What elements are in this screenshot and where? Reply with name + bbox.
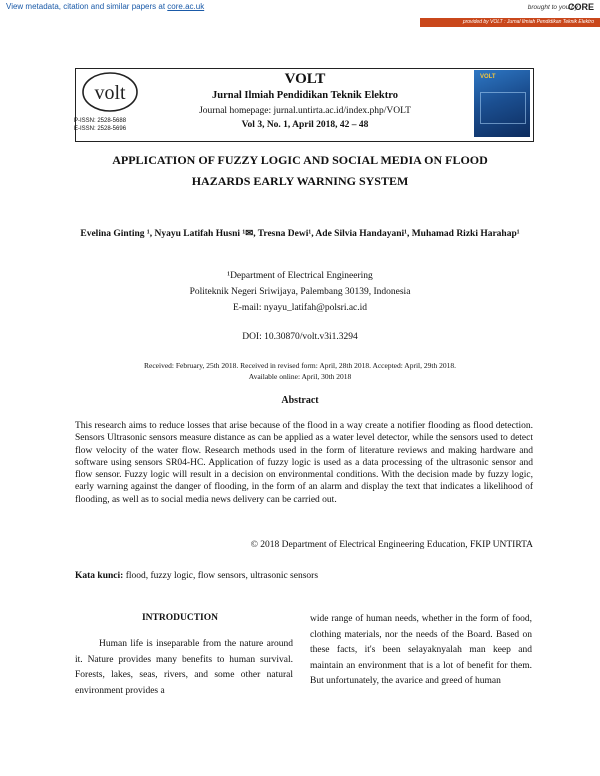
core-banner: [0, 0, 600, 18]
journal-cover-image: [474, 70, 530, 137]
affiliation-department: ¹Department of Electrical Engineering: [227, 271, 373, 281]
journal-name: VOLT: [284, 71, 326, 87]
core-link[interactable]: core.ac.uk: [167, 2, 205, 11]
right-paragraph: wide range of human needs, whether in the form of food, clothing materials, nor the needs of the Board. Based on these facts, it's been selayaknyalah man keep and maintain an environment that is a lot of benefit for them. But unfortunately, the avarice and greed of human: [310, 614, 532, 686]
left-paragraph: Human life is inseparable from the nature around it. Nature provides many benefits to human survival. Forests, lakes, seas, rivers, and some other natural environment provides a: [75, 639, 293, 696]
provided-by-bar: [420, 18, 600, 27]
dates-available: Available online: April, 30th 2018: [248, 372, 352, 381]
keywords-label: Kata kunci:: [75, 571, 124, 581]
affiliation: [120, 268, 480, 316]
logo-text: volt: [94, 82, 126, 104]
cover-label: VOLT: [480, 74, 496, 80]
body-right-column: [310, 612, 532, 690]
p-issn: P-ISSN: 2528-5688: [74, 118, 127, 124]
introduction-heading: INTRODUCTION: [141, 613, 218, 623]
journal-info: [150, 70, 460, 132]
provided-by-text[interactable]: provided by VOLT : Jurnal Ilmiah Pendidikan Teknik Elektro: [462, 19, 594, 25]
volt-logo: [80, 70, 140, 118]
core-logo[interactable]: CORE: [567, 2, 594, 12]
article-title: APPLICATION OF FUZZY LOGIC AND SOCIAL MEDIA ON FLOOD HAZARDS EARLY WARNING SYSTEM: [112, 153, 488, 188]
body-left-column: [75, 637, 293, 699]
doi[interactable]: DOI: 10.30870/volt.v3i1.3294: [242, 332, 358, 342]
authors: Evelina Ginting ¹, Nyayu Latifah Husni ¹✉, Tresna Dewi¹, Ade Silvia Handayani¹, Muhamad Rizki Harahap¹: [80, 229, 520, 239]
brought-by-text: brought to you by: [527, 4, 578, 11]
keywords: [75, 571, 533, 581]
abstract-text: This research aims to reduce losses that arise because of the flood in a way create a notifier flooding as flood detection. Sensors Ultrasonic sensors measure distance as can be applied as a water level detector, while the sensors used to detect flow velocity of the water flow. Research methods used in the form of literature reviews and making hardware and software using sensors SR04-HC. Application of fuzzy logic is used as a data processing of the ultrasonic sensor and flow sensor. Fuzzy logic will result in a decision on environmental conditions. With the decision made by fuzzy logic, early warning against the danger of flooding, in the form of an alarm and display the text that indicates a likelihood of flooding, as well as to social media news delivery can be carried out.: [75, 421, 533, 505]
keywords-list: flood, fuzzy logic, flow sensors, ultrasonic sensors: [123, 571, 319, 581]
copyright: © 2018 Department of Electrical Engineering Education, FKIP UNTIRTA: [250, 540, 533, 550]
e-issn: E-ISSN: 2528-5696: [74, 126, 127, 132]
issn-block: [74, 117, 126, 133]
journal-subtitle: Jurnal Ilmiah Pendidikan Teknik Elektro: [212, 90, 398, 101]
article-dates: [90, 360, 510, 382]
metadata-link[interactable]: View metadata, citation and similar papers at core.ac.uk: [6, 2, 205, 11]
affiliation-email[interactable]: E-mail: nyayu_latifah@polsri.ac.id: [232, 303, 368, 313]
dates-received: Received: February, 25th 2018. Received in revised form: April, 28th 2018. Accepted: April, 29th 2018.: [144, 361, 456, 370]
affiliation-institution: Politeknik Negeri Sriwijaya, Palembang 30139, Indonesia: [189, 287, 411, 297]
volume-info: Vol 3, No. 1, April 2018, 42 – 48: [241, 120, 369, 130]
abstract-heading: Abstract: [281, 395, 319, 406]
cover-graphic: [480, 92, 526, 124]
journal-homepage: Journal homepage: jurnal.untirta.ac.id/index.php/VOLT: [199, 106, 411, 116]
